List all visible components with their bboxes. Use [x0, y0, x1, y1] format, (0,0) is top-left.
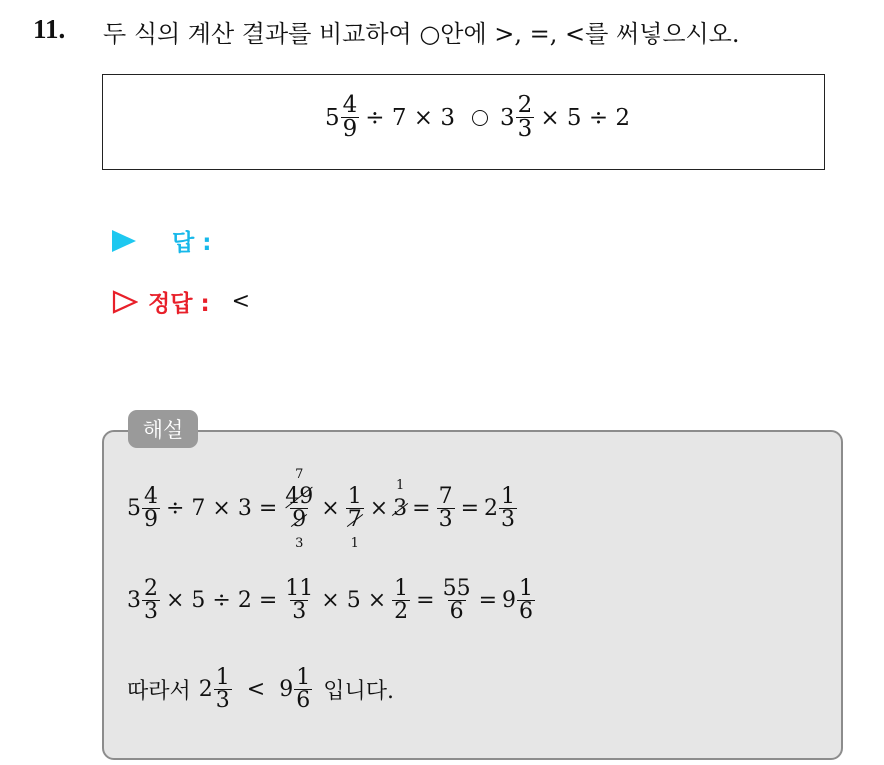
- l1-num-5: 7: [438, 484, 453, 509]
- l2-num-1: 2: [144, 576, 158, 601]
- l2-num-5: 1: [519, 576, 534, 601]
- l3-den-2: 6: [296, 688, 311, 713]
- explanation-line-3: [127, 667, 394, 712]
- l1-den-3: 7: [347, 507, 362, 532]
- explanation-line-1: [127, 467, 518, 551]
- filled-arrow-icon: [112, 230, 136, 252]
- right-numerator: 2: [517, 92, 533, 118]
- l1-num-3: 1: [347, 484, 362, 509]
- l2-fraction-5: [517, 578, 535, 623]
- l3-den-1: 3: [215, 688, 230, 713]
- right-denominator: 3: [517, 116, 533, 142]
- question-text: 두 식의 계산 결과를 비교하여 ○안에 >, =, <를 써넣으시오.: [103, 20, 740, 48]
- l1-cancel-7-result: 1: [350, 536, 359, 551]
- l1-fraction-3: [346, 484, 364, 551]
- l1-fraction-6: [499, 486, 517, 531]
- l1-fraction-5: [437, 486, 455, 531]
- correct-answer-value: <: [231, 289, 251, 314]
- l2-ops-1: × 5 ÷ 2 =: [166, 588, 278, 613]
- l1-times-1: ×: [321, 496, 340, 521]
- l2-den-1: 3: [144, 599, 158, 624]
- explanation-line-2: [127, 578, 536, 623]
- l1-num-6: 1: [501, 484, 516, 509]
- question-number: 11.: [33, 14, 66, 44]
- l2-whole-5: 9: [502, 588, 517, 613]
- correct-answer-label: 정답 :: [148, 291, 210, 317]
- l1-whole: 5: [127, 496, 141, 521]
- l1-eq-2: =: [460, 496, 480, 521]
- right-whole: 3: [500, 104, 515, 131]
- l2-fraction-1: [142, 578, 160, 623]
- right-operations: × 5 ÷ 2: [540, 104, 631, 131]
- l2-whole: 3: [127, 588, 141, 613]
- l1-fraction-1: [142, 486, 160, 531]
- l1-factor-3: 3: [393, 496, 408, 521]
- right-fraction: [516, 94, 535, 141]
- l3-comparison: <: [246, 677, 266, 702]
- l1-num-1: 4: [144, 484, 158, 509]
- l2-den-3: 2: [394, 599, 409, 624]
- l1-cancel-9: [292, 507, 307, 551]
- l3-suffix: 입니다.: [323, 679, 394, 704]
- l2-eq-2: =: [478, 588, 498, 613]
- correct-answer-row: [112, 285, 250, 318]
- l1-eq-1: =: [412, 496, 431, 521]
- comparison-circle[interactable]: [472, 110, 488, 126]
- l1-cancel-3: [393, 478, 408, 521]
- l1-cancel-49: [285, 467, 314, 509]
- l1-fraction-2: [283, 467, 315, 551]
- l1-cancel-49-result: 7: [295, 467, 304, 482]
- l1-cancel-9-result: 3: [295, 536, 304, 551]
- l2-den-2: 3: [292, 599, 307, 624]
- l1-den-2: 9: [292, 507, 307, 532]
- left-operations: ÷ 7 × 3: [365, 104, 456, 131]
- l1-num-2: 49: [285, 484, 314, 509]
- l3-num-2: 1: [296, 665, 311, 690]
- l3-whole-1: 2: [198, 677, 213, 702]
- left-numerator: 4: [342, 92, 358, 118]
- l1-times-2: ×: [369, 496, 389, 521]
- l3-num-1: 1: [215, 665, 230, 690]
- l2-ops-2: × 5 ×: [321, 588, 387, 613]
- l3-prefix: 따라서: [127, 679, 191, 704]
- left-denominator: 9: [342, 116, 358, 142]
- left-fraction: [341, 94, 360, 141]
- l1-cancel-3-result: 1: [396, 478, 405, 493]
- problem-expression: [325, 94, 635, 141]
- answer-label: 답 :: [172, 230, 212, 256]
- l1-den-1: 9: [144, 507, 158, 532]
- l2-num-3: 1: [394, 576, 409, 601]
- l1-ops-1: ÷ 7 × 3 =: [166, 496, 278, 521]
- l2-eq-1: =: [416, 588, 435, 613]
- l2-fraction-2: [283, 578, 315, 623]
- l2-den-5: 6: [519, 599, 534, 624]
- explanation-tab: 해설: [128, 410, 198, 448]
- l2-fraction-4: [441, 578, 473, 623]
- l3-fraction-1: [214, 667, 232, 712]
- l2-num-4: 55: [442, 576, 471, 601]
- l2-den-4: 6: [449, 599, 464, 624]
- l2-fraction-3: [392, 578, 410, 623]
- l1-den-6: 3: [501, 507, 516, 532]
- l2-num-2: 11: [285, 576, 314, 601]
- l1-cancel-7: [347, 507, 362, 551]
- answer-row: [112, 224, 211, 257]
- l3-fraction-2: [294, 667, 312, 712]
- l1-den-5: 3: [438, 507, 453, 532]
- outline-arrow-icon: [112, 290, 138, 314]
- left-whole: 5: [325, 104, 340, 131]
- l3-whole-2: 9: [279, 677, 294, 702]
- l1-whole-6: 2: [484, 496, 499, 521]
